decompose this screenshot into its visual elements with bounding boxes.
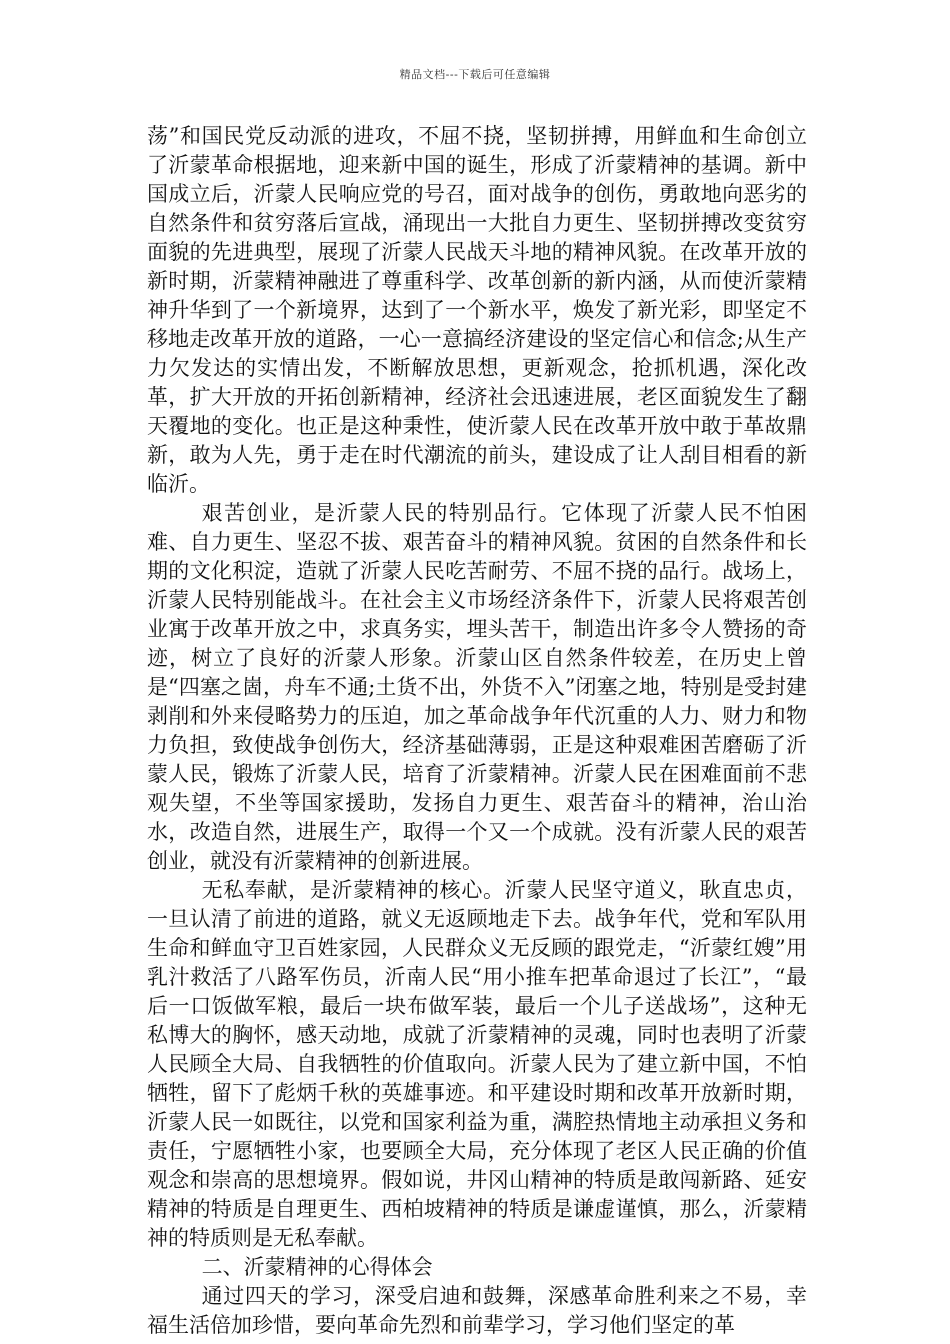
document-body — [147, 122, 807, 1340]
paragraph-4: 通过四天的学习，深受启迪和鼓舞，深感革命胜利来之不易，幸福生活倍加珍惜，要向革命先烈和前辈学习，学习他们坚定的革 — [147, 1284, 807, 1337]
paragraph-1: 荡”和国民党反动派的进攻，不屈不挠，坚韧拼搏，用鲜血和生命创立了沂蒙革命根据地，迎来新中国的诞生，形成了沂蒙精神的基调。新中国成立后，沂蒙人民响应党的号召，面对战争的创伤，勇敢地向恶劣的自然条件和贫穷落后宣战，涌现出一大批自力更生、坚韧拼搏改变贫穷面貌的先进典型，展现了沂蒙人民战天斗地的精神风貌。在改革开放的新时期，沂蒙精神融进了尊重科学、改革创新的新内涵，从而使沂蒙精神升华到了一个新境界，达到了一个新水平，焕发了新光彩，即坚定不移地走改革开放的道路，一心一意搞经济建设的坚定信心和信念;从生产力欠发达的实情出发，不断解放思想，更新观念，抢抓机遇，深化改革，扩大开放的开拓创新精神，经济社会迅速进展，老区面貌发生了翻天覆地的变化。也正是这种秉性，使沂蒙人民在改革开放中敢于革故鼎新，敢为人先，勇于走在时代潮流的前头，建设成了让人刮目相看的新临沂。 — [147, 124, 807, 496]
paragraph-3: 无私奉献，是沂蒙精神的核心。沂蒙人民坚守道义，耿直忠贞，一旦认清了前进的道路，就义无返顾地走下去。战争年代，党和军队用生命和鲜血守卫百姓家园，人民群众义无反顾的跟党走，“沂蒙红嫂”用乳汁救活了八路军伤员，沂南人民“用小推车把革命退过了长江”，“最后一口饭做军粮，最后一块布做军装，最后一个儿子送战场”，这种无私博大的胸怀，感天动地，成就了沂蒙精神的灵魂，同时也表明了沂蒙人民顾全大局、自我牺牲的价值取向。沂蒙人民为了建立新中国，不怕牺牲，留下了彪炳千秋的英雄事迹。和平建设时期和改革开放新时期，沂蒙人民一如既往，以党和国家利益为重，满腔热情地主动承担义务和责任，宁愿牺牲小家，也要顾全大局，充分体现了老区人民正确的价值观念和崇高的思想境界。假如说，井冈山精神的特质是敢闯新路、延安精神的特质是自理更生、西柏坡精神的特质是谦虚谨慎，那么，沂蒙精神的特质则是无私奉献。 — [147, 878, 807, 1250]
page-header: 精品文档---下载后可任意编辑 — [399, 68, 551, 81]
paragraph-2: 艰苦创业，是沂蒙人民的特别品行。它体现了沂蒙人民不怕困难、自力更生、坚忍不拔、艰苦奋斗的精神风貌。贫困的自然条件和长期的文化积淀，造就了沂蒙人民吃苦耐劳、不屈不挠的品行。战场上，沂蒙人民特别能战斗。在社会主义市场经济条件下，沂蒙人民将艰苦创业寓于改革开放之中，求真务实，埋头苦干，制造出许多令人赞扬的奇迹，树立了良好的沂蒙人形象。沂蒙山区自然条件较差，在历史上曾是“四塞之崮，舟车不通;土货不出，外货不入”闭塞之地，特别是受封建剥削和外来侵略势力的压迫，加之革命战争年代沉重的人力、财力和物力负担，致使战争创伤大，经济基础薄弱，正是这种艰难困苦磨砺了沂蒙人民，锻炼了沂蒙人民，培育了沂蒙精神。沂蒙人民在困难面前不悲观失望，不坐等国家援助，发扬自力更生、艰苦奋斗的精神，治山治水，改造自然，进展生产，取得一个又一个成就。没有沂蒙人民的艰苦创业，就没有沂蒙精神的创新进展。 — [147, 501, 807, 873]
section-heading: 二、沂蒙精神的心得体会 — [201, 1255, 433, 1279]
